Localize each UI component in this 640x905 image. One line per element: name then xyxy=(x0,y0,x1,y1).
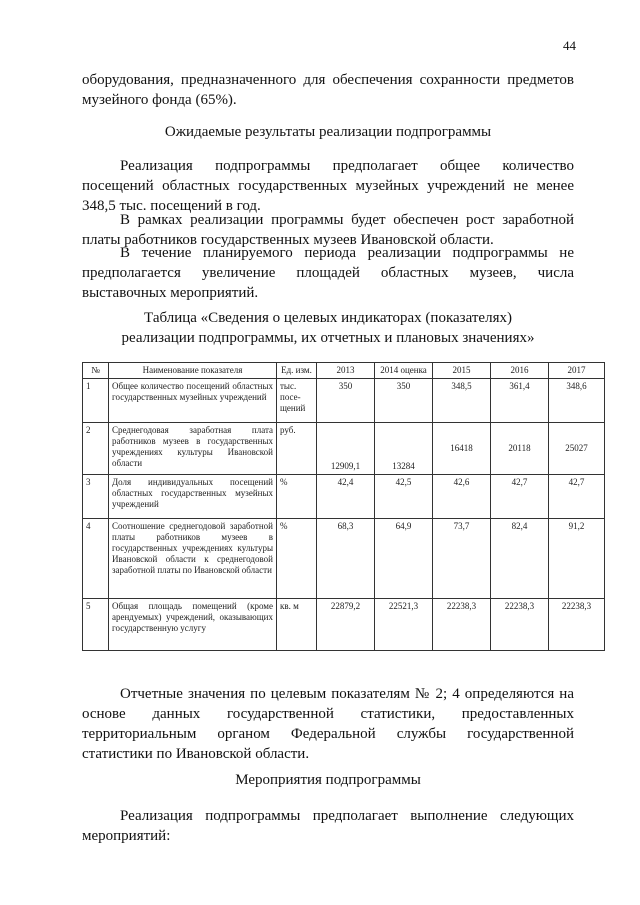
cell-num: 1 xyxy=(83,379,109,423)
cell-name: Общая площадь помещений (кроме арендуемых) учреждений, оказывающих государственную услугу xyxy=(109,599,277,651)
page-number: 44 xyxy=(563,38,576,53)
table-row xyxy=(83,519,605,599)
cell-name: Общее количество посещений областных государственных музейных учреждений xyxy=(109,379,277,423)
paragraph-top: оборудования, предназначенного для обеспечения сохранности предметов музейного фонда (65%). xyxy=(82,72,574,108)
cell-2014: 64,9 xyxy=(375,519,433,599)
cell-2016: 82,4 xyxy=(491,519,549,599)
cell-name: Соотношение среднегодовой заработной платы работников музеев в государственных учреждениях культуры Ивановской области к среднегодовой заработной платы по Ивановской области xyxy=(109,519,277,599)
col-header-2015: 2015 xyxy=(433,363,491,379)
heading-events: Мероприятия подпрограммы xyxy=(235,772,421,788)
cell-unit: % xyxy=(277,519,317,599)
table-title xyxy=(82,308,574,348)
table-row xyxy=(83,379,605,423)
cell-2017: 25027 xyxy=(549,423,605,475)
cell-unit: руб. xyxy=(277,423,317,475)
cell-2017: 22238,3 xyxy=(549,599,605,651)
col-header-2016: 2016 xyxy=(491,363,549,379)
cell-2014: 350 xyxy=(375,379,433,423)
cell-num: 4 xyxy=(83,519,109,599)
cell-2014: 42,5 xyxy=(375,475,433,519)
paragraph-events: Реализация подпрограммы предполагает выполнение следующих мероприятий: xyxy=(82,808,574,844)
cell-2013: 22879,2 xyxy=(317,599,375,651)
cell-unit: % xyxy=(277,475,317,519)
cell-2015: 73,7 xyxy=(433,519,491,599)
col-header-num: № xyxy=(83,363,109,379)
cell-2013: 68,3 xyxy=(317,519,375,599)
cell-num: 3 xyxy=(83,475,109,519)
cell-2015: 22238,3 xyxy=(433,599,491,651)
cell-2017: 91,2 xyxy=(549,519,605,599)
col-header-unit: Ед. изм. xyxy=(277,363,317,379)
paragraph-visits: Реализация подпрограммы предполагает общее количество посещений областных государственных музейных учреждений не менее 348,5 тыс. посещений в год. xyxy=(82,158,574,214)
col-header-2014: 2014 оценка xyxy=(375,363,433,379)
cell-name: Среднегодовая заработная плата работников музеев в государственных учреждениях культуры Ивановской области xyxy=(109,423,277,475)
cell-2016: 361,4 xyxy=(491,379,549,423)
cell-2017: 42,7 xyxy=(549,475,605,519)
cell-2013: 12909,1 xyxy=(317,423,375,475)
cell-2016: 42,7 xyxy=(491,475,549,519)
cell-2016: 20118 xyxy=(491,423,549,475)
cell-2016: 22238,3 xyxy=(491,599,549,651)
cell-unit: тыс. посе-щений xyxy=(277,379,317,423)
paragraph-no-increase: В течение планируемого периода реализации подпрограммы не предполагается увеличение площадей областных музеев, числа выставочных мероприятий. xyxy=(82,245,574,301)
table-row xyxy=(83,475,605,519)
cell-num: 5 xyxy=(83,599,109,651)
cell-2013: 42,4 xyxy=(317,475,375,519)
cell-2015: 348,5 xyxy=(433,379,491,423)
heading-expected-results: Ожидаемые результаты реализации подпрограммы xyxy=(164,124,492,140)
cell-name: Доля индивидуальных посещений областных государственных музейных учреждений xyxy=(109,475,277,519)
cell-2013: 350 xyxy=(317,379,375,423)
paragraph-reporting: Отчетные значения по целевым показателям № 2; 4 определяются на основе данных государственной статистики, предоставленных территориальным органом Федеральной службы государственной статистики по Ивановской области. xyxy=(82,686,574,762)
cell-unit: кв. м xyxy=(277,599,317,651)
table-title-line-1: Таблица «Сведения о целевых индикаторах (показателях) xyxy=(144,310,512,326)
cell-2017: 348,6 xyxy=(549,379,605,423)
table-title-line-2: реализации подпрограммы, их отчетных и плановых значениях» xyxy=(121,330,535,346)
table-row xyxy=(83,599,605,651)
table-header-row xyxy=(83,363,605,379)
indicators-table xyxy=(82,362,605,651)
paragraph-salary: В рамках реализации программы будет обеспечен рост заработной платы работников государственных музеев Ивановской области. xyxy=(82,212,574,248)
cell-2014: 22521,3 xyxy=(375,599,433,651)
col-header-2017: 2017 xyxy=(549,363,605,379)
cell-num: 2 xyxy=(83,423,109,475)
cell-2014: 13284 xyxy=(375,423,433,475)
cell-2015: 42,6 xyxy=(433,475,491,519)
col-header-2013: 2013 xyxy=(317,363,375,379)
table-row xyxy=(83,423,605,475)
cell-2015: 16418 xyxy=(433,423,491,475)
col-header-name: Наименование показателя xyxy=(109,363,277,379)
